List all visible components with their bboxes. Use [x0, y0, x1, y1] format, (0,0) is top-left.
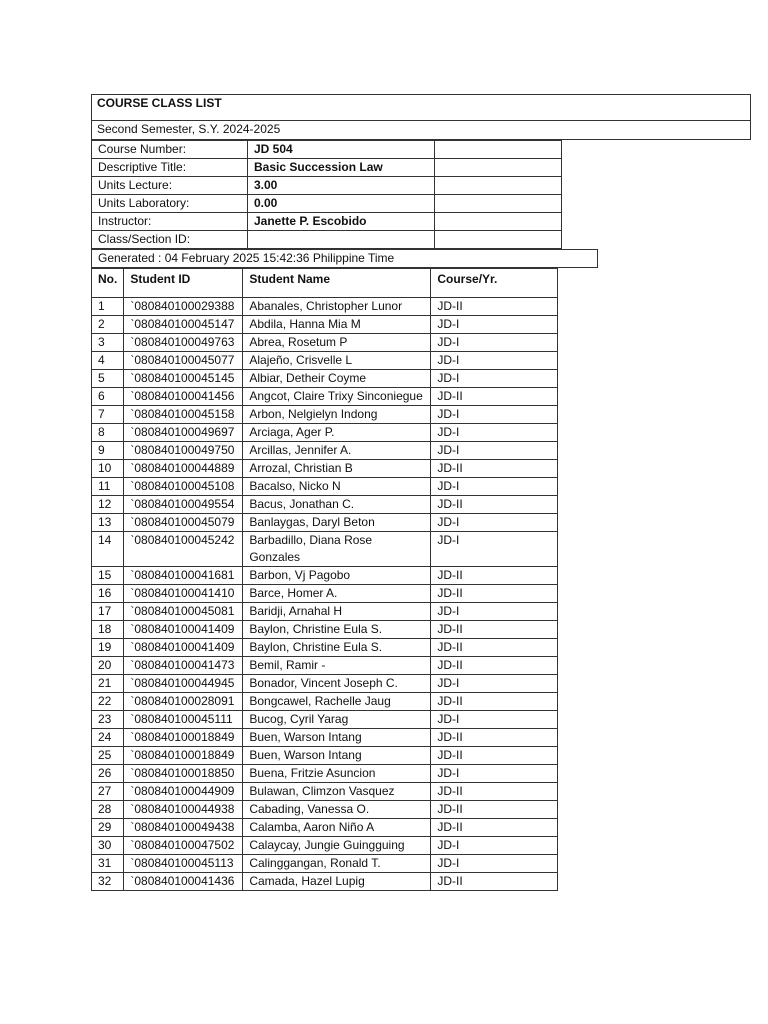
course-yr-cell: JD-II: [431, 783, 558, 801]
course-yr-cell: JD-I: [431, 316, 558, 334]
student-no-cell: 2: [92, 316, 124, 334]
student-id-cell: `080840100044889: [124, 460, 243, 478]
info-value: 0.00: [248, 195, 435, 213]
course-info-row: [92, 231, 562, 249]
student-no-cell: 8: [92, 424, 124, 442]
info-blank-cell: [435, 231, 562, 249]
student-name-cell: Buen, Warson Intang: [243, 729, 431, 747]
course-yr-cell: JD-II: [431, 388, 558, 406]
student-no-cell: 15: [92, 567, 124, 585]
table-row: [92, 370, 558, 388]
course-yr-cell: JD-II: [431, 693, 558, 711]
student-name-cell: Alajeño, Crisvelle L: [243, 352, 431, 370]
column-header-course-yr: Course/Yr.: [431, 269, 558, 298]
student-id-cell: `080840100044945: [124, 675, 243, 693]
course-yr-cell: JD-I: [431, 370, 558, 388]
student-no-cell: 27: [92, 783, 124, 801]
student-no-cell: 11: [92, 478, 124, 496]
student-no-cell: 19: [92, 639, 124, 657]
table-row: [92, 532, 558, 567]
table-row: [92, 316, 558, 334]
course-yr-cell: JD-II: [431, 729, 558, 747]
info-label: Descriptive Title:: [92, 159, 248, 177]
info-value: JD 504: [248, 141, 435, 159]
course-yr-cell: JD-I: [431, 352, 558, 370]
student-id-cell: `080840100049763: [124, 334, 243, 352]
table-row: [92, 514, 558, 532]
student-no-cell: 1: [92, 298, 124, 316]
student-name-cell: Baridji, Arnahal H: [243, 603, 431, 621]
table-row: [92, 855, 558, 873]
student-id-cell: `080840100044938: [124, 801, 243, 819]
generated-timestamp: Generated : 04 February 2025 15:42:36 Philippine Time: [92, 250, 598, 268]
student-name-cell: Banlaygas, Daryl Beton: [243, 514, 431, 532]
table-row: [92, 406, 558, 424]
student-name-cell: Abdila, Hanna Mia M: [243, 316, 431, 334]
info-label: Class/Section ID:: [92, 231, 248, 249]
table-row: [92, 603, 558, 621]
student-no-cell: 24: [92, 729, 124, 747]
course-yr-cell: JD-II: [431, 639, 558, 657]
table-row: [92, 478, 558, 496]
student-id-cell: `080840100045113: [124, 855, 243, 873]
info-blank-cell: [435, 141, 562, 159]
student-id-cell: `080840100045081: [124, 603, 243, 621]
student-no-cell: 7: [92, 406, 124, 424]
table-row: [92, 693, 558, 711]
student-no-cell: 22: [92, 693, 124, 711]
student-no-cell: 31: [92, 855, 124, 873]
student-id-cell: `080840100018849: [124, 729, 243, 747]
student-id-cell: `080840100041409: [124, 639, 243, 657]
course-yr-cell: JD-II: [431, 460, 558, 478]
student-name-cell: Baylon, Christine Eula S.: [243, 639, 431, 657]
student-name-cell: Arciaga, Ager P.: [243, 424, 431, 442]
student-no-cell: 13: [92, 514, 124, 532]
table-row: [92, 837, 558, 855]
student-no-cell: 17: [92, 603, 124, 621]
student-roster-table: [91, 268, 558, 891]
info-blank-cell: [435, 195, 562, 213]
course-yr-cell: JD-II: [431, 747, 558, 765]
class-list-document: [91, 94, 751, 891]
table-row: [92, 352, 558, 370]
student-no-cell: 23: [92, 711, 124, 729]
course-yr-cell: JD-I: [431, 424, 558, 442]
student-no-cell: 3: [92, 334, 124, 352]
table-row: [92, 585, 558, 603]
column-header-student-id: Student ID: [124, 269, 243, 298]
course-yr-cell: JD-I: [431, 406, 558, 424]
student-name-cell: Arrozal, Christian B: [243, 460, 431, 478]
table-row: [92, 801, 558, 819]
table-row: [92, 747, 558, 765]
student-name-cell: Bemil, Ramir -: [243, 657, 431, 675]
info-value: [248, 231, 435, 249]
student-id-cell: `080840100045242: [124, 532, 243, 567]
course-yr-cell: JD-I: [431, 532, 558, 567]
student-id-cell: `080840100041681: [124, 567, 243, 585]
student-no-cell: 25: [92, 747, 124, 765]
student-name-cell: Buena, Fritzie Asuncion: [243, 765, 431, 783]
student-name-cell: Bulawan, Climzon Vasquez: [243, 783, 431, 801]
student-name-cell: Albiar, Detheir Coyme: [243, 370, 431, 388]
student-id-cell: `080840100049697: [124, 424, 243, 442]
generated-table: [91, 249, 598, 268]
column-header-no: No.: [92, 269, 124, 298]
column-header-student-name: Student Name: [243, 269, 431, 298]
course-yr-cell: JD-II: [431, 801, 558, 819]
student-name-cell: Buen, Warson Intang: [243, 747, 431, 765]
course-info-row: [92, 159, 562, 177]
info-value: Basic Succession Law: [248, 159, 435, 177]
course-yr-cell: JD-I: [431, 478, 558, 496]
student-id-cell: `080840100047502: [124, 837, 243, 855]
student-id-cell: `080840100049554: [124, 496, 243, 514]
table-row: [92, 567, 558, 585]
table-row: [92, 711, 558, 729]
student-no-cell: 6: [92, 388, 124, 406]
table-row: [92, 496, 558, 514]
student-id-cell: `080840100029388: [124, 298, 243, 316]
student-id-cell: `080840100045158: [124, 406, 243, 424]
course-yr-cell: JD-II: [431, 585, 558, 603]
table-row: [92, 298, 558, 316]
student-id-cell: `080840100018849: [124, 747, 243, 765]
student-name-cell: Abrea, Rosetum P: [243, 334, 431, 352]
student-id-cell: `080840100045111: [124, 711, 243, 729]
table-row: [92, 334, 558, 352]
student-id-cell: `080840100041436: [124, 873, 243, 891]
student-no-cell: 18: [92, 621, 124, 639]
student-no-cell: 14: [92, 532, 124, 567]
student-name-cell: Arbon, Nelgielyn Indong: [243, 406, 431, 424]
student-no-cell: 20: [92, 657, 124, 675]
student-no-cell: 21: [92, 675, 124, 693]
student-no-cell: 29: [92, 819, 124, 837]
student-id-cell: `080840100045147: [124, 316, 243, 334]
student-no-cell: 9: [92, 442, 124, 460]
table-row: [92, 460, 558, 478]
student-id-cell: `080840100028091: [124, 693, 243, 711]
info-blank-cell: [435, 213, 562, 231]
table-row: [92, 388, 558, 406]
info-blank-cell: [435, 159, 562, 177]
table-row: [92, 729, 558, 747]
info-label: Instructor:: [92, 213, 248, 231]
student-id-cell: `080840100041456: [124, 388, 243, 406]
student-name-cell: Barce, Homer A.: [243, 585, 431, 603]
roster-header-row: [92, 269, 558, 298]
course-yr-cell: JD-II: [431, 496, 558, 514]
student-name-cell: Calinggangan, Ronald T.: [243, 855, 431, 873]
student-id-cell: `080840100045079: [124, 514, 243, 532]
course-yr-cell: JD-II: [431, 567, 558, 585]
course-yr-cell: JD-I: [431, 855, 558, 873]
student-no-cell: 32: [92, 873, 124, 891]
table-row: [92, 639, 558, 657]
course-info-table: [91, 140, 562, 249]
course-yr-cell: JD-II: [431, 657, 558, 675]
table-row: [92, 783, 558, 801]
student-no-cell: 30: [92, 837, 124, 855]
info-blank-cell: [435, 177, 562, 195]
course-info-row: [92, 177, 562, 195]
semester-label: Second Semester, S.Y. 2024-2025: [91, 121, 751, 140]
student-no-cell: 5: [92, 370, 124, 388]
document-title: COURSE CLASS LIST: [91, 94, 751, 121]
student-id-cell: `080840100045108: [124, 478, 243, 496]
course-yr-cell: JD-II: [431, 298, 558, 316]
table-row: [92, 657, 558, 675]
student-no-cell: 28: [92, 801, 124, 819]
student-name-cell: Bucog, Cyril Yarag: [243, 711, 431, 729]
course-yr-cell: JD-I: [431, 603, 558, 621]
student-id-cell: `080840100049750: [124, 442, 243, 460]
student-name-cell: Calaycay, Jungie Guingguing: [243, 837, 431, 855]
student-id-cell: `080840100041473: [124, 657, 243, 675]
table-row: [92, 621, 558, 639]
info-value: 3.00: [248, 177, 435, 195]
info-label: Units Laboratory:: [92, 195, 248, 213]
student-id-cell: `080840100049438: [124, 819, 243, 837]
table-row: [92, 675, 558, 693]
table-row: [92, 442, 558, 460]
course-yr-cell: JD-I: [431, 711, 558, 729]
course-yr-cell: JD-II: [431, 819, 558, 837]
table-row: [92, 765, 558, 783]
student-name-cell: Arcillas, Jennifer A.: [243, 442, 431, 460]
student-name-cell: Cabading, Vanessa O.: [243, 801, 431, 819]
table-row: [92, 873, 558, 891]
course-yr-cell: JD-I: [431, 442, 558, 460]
course-yr-cell: JD-I: [431, 765, 558, 783]
course-yr-cell: JD-I: [431, 837, 558, 855]
course-yr-cell: JD-I: [431, 675, 558, 693]
course-yr-cell: JD-II: [431, 873, 558, 891]
student-no-cell: 4: [92, 352, 124, 370]
course-yr-cell: JD-I: [431, 514, 558, 532]
student-name-cell: Bongcawel, Rachelle Jaug: [243, 693, 431, 711]
course-info-row: [92, 213, 562, 231]
student-name-cell: Abanales, Christopher Lunor: [243, 298, 431, 316]
student-id-cell: `080840100045145: [124, 370, 243, 388]
student-id-cell: `080840100041409: [124, 621, 243, 639]
course-info-row: [92, 141, 562, 159]
student-name-cell: Baylon, Christine Eula S.: [243, 621, 431, 639]
student-name-cell: Angcot, Claire Trixy Sinconiegue: [243, 388, 431, 406]
student-id-cell: `080840100041410: [124, 585, 243, 603]
student-name-cell: Camada, Hazel Lupig: [243, 873, 431, 891]
info-label: Units Lecture:: [92, 177, 248, 195]
course-info-row: [92, 195, 562, 213]
course-yr-cell: JD-II: [431, 621, 558, 639]
student-name-cell: Bonador, Vincent Joseph C.: [243, 675, 431, 693]
info-value: Janette P. Escobido: [248, 213, 435, 231]
student-name-cell: Calamba, Aaron Niño A: [243, 819, 431, 837]
student-name-cell: Bacus, Jonathan C.: [243, 496, 431, 514]
student-id-cell: `080840100045077: [124, 352, 243, 370]
info-label: Course Number:: [92, 141, 248, 159]
student-no-cell: 26: [92, 765, 124, 783]
student-id-cell: `080840100018850: [124, 765, 243, 783]
student-name-cell: Barbadillo, Diana Rose Gonzales: [243, 532, 431, 567]
student-name-cell: Bacalso, Nicko N: [243, 478, 431, 496]
table-row: [92, 424, 558, 442]
course-yr-cell: JD-I: [431, 334, 558, 352]
student-no-cell: 16: [92, 585, 124, 603]
table-row: [92, 819, 558, 837]
student-no-cell: 12: [92, 496, 124, 514]
student-no-cell: 10: [92, 460, 124, 478]
student-id-cell: `080840100044909: [124, 783, 243, 801]
student-name-cell: Barbon, Vj Pagobo: [243, 567, 431, 585]
